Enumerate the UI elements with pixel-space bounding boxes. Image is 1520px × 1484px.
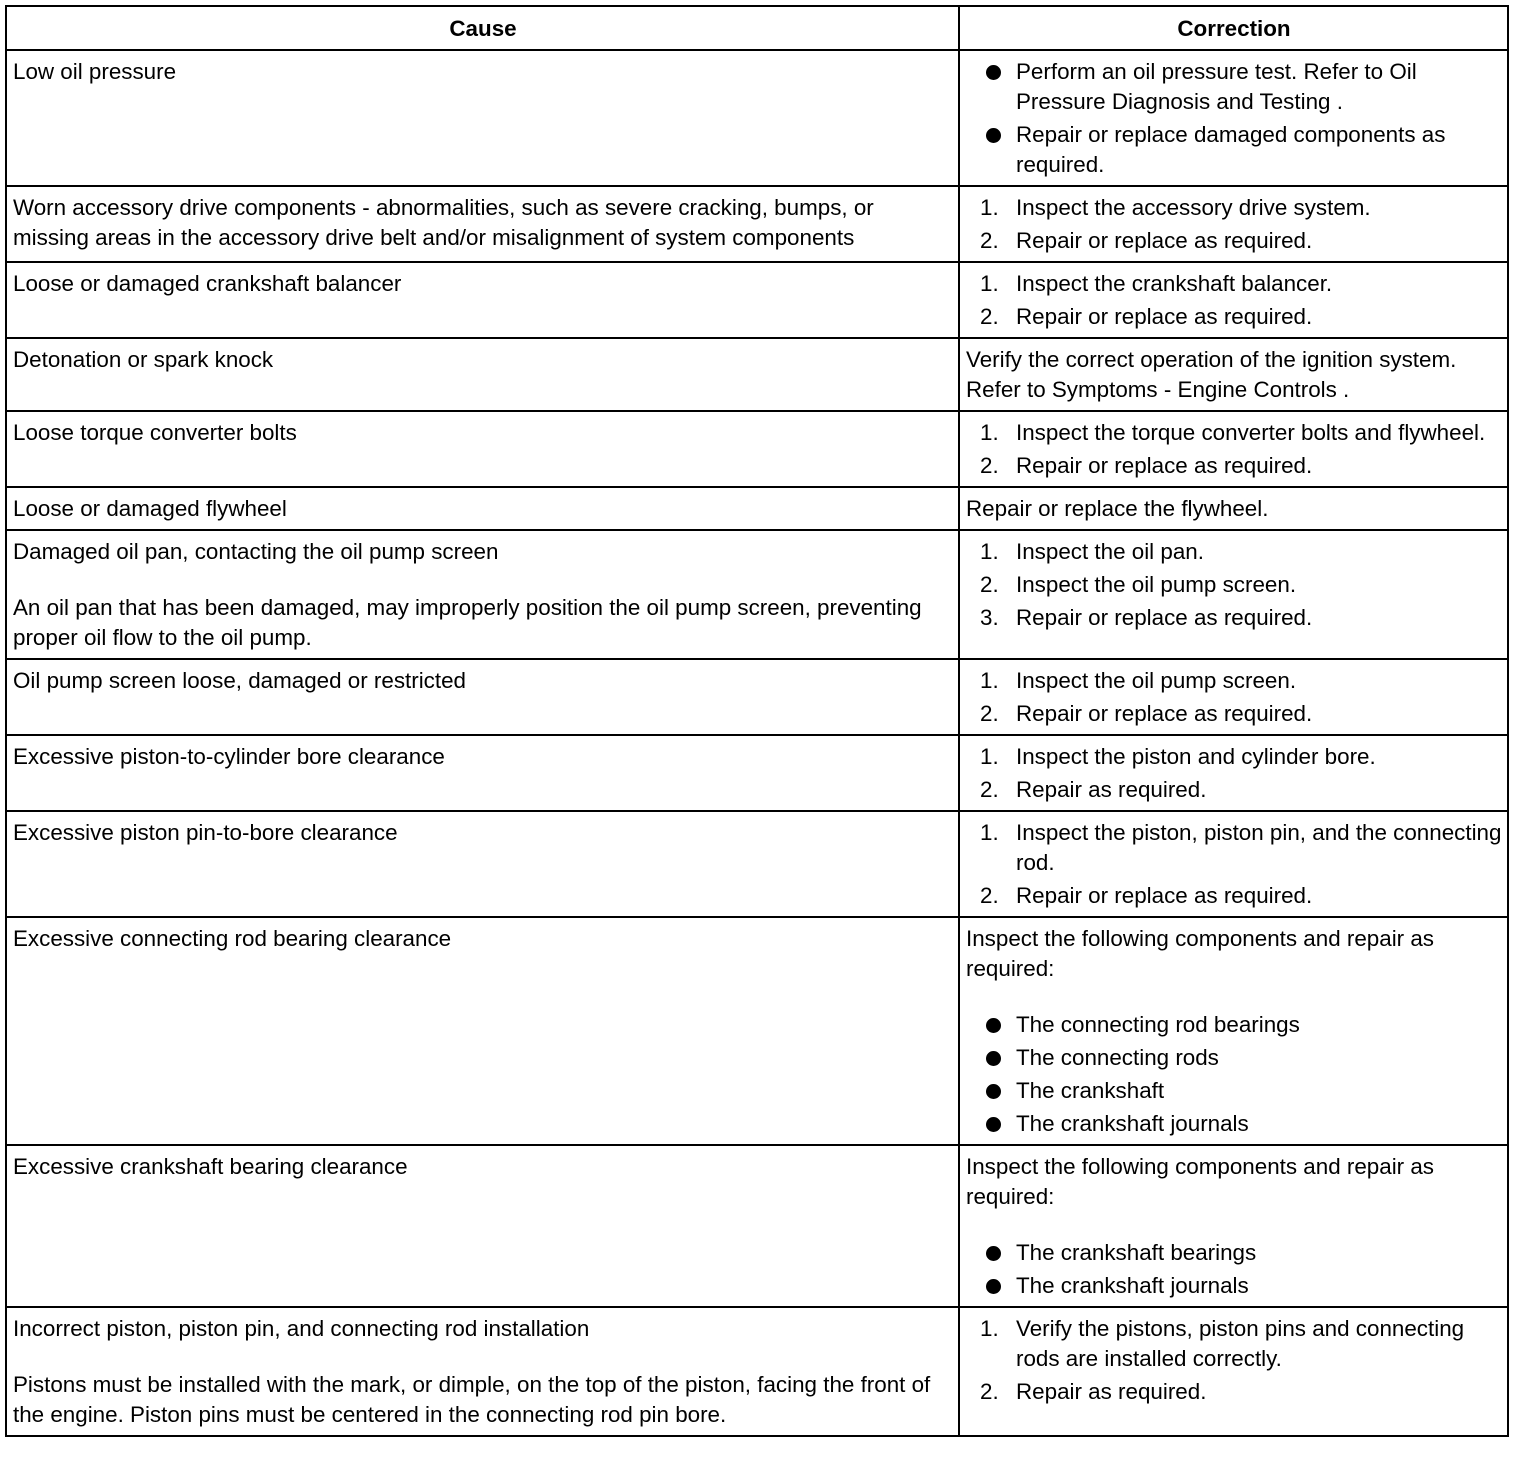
step-item <box>966 418 1502 448</box>
table-row <box>6 659 1508 735</box>
step-text: Inspect the torque converter bolts and flywheel. <box>1016 420 1486 445</box>
cause-cell <box>6 811 959 917</box>
bullet-item: The crankshaft journals <box>966 1271 1502 1301</box>
bullet-item: The crankshaft journals <box>966 1109 1502 1139</box>
table-row <box>6 530 1508 659</box>
numbered-steps <box>966 742 1502 805</box>
table-row <box>6 411 1508 487</box>
step-number: 1. <box>980 1316 999 1341</box>
bullet-list <box>966 57 1502 180</box>
numbered-steps <box>966 193 1502 256</box>
table-row <box>6 735 1508 811</box>
correction-cell <box>959 917 1508 1145</box>
correction-cell <box>959 262 1508 338</box>
step-number: 1. <box>980 744 999 769</box>
cause-text: Detonation or spark knock <box>13 347 274 372</box>
step-number: 2. <box>980 777 999 802</box>
step-item <box>966 881 1502 911</box>
table-row <box>6 262 1508 338</box>
bullet-item: The crankshaft <box>966 1076 1502 1106</box>
correction-cell <box>959 1307 1508 1436</box>
correction-cell <box>959 338 1508 411</box>
bullet-list <box>966 1010 1502 1139</box>
correction-text: Repair or replace the flywheel. <box>966 496 1269 521</box>
cause-text: Worn accessory drive components - abnormalities, such as severe cracking, bumps, or missing areas in the accessory drive belt and/or misalignment of system components <box>13 195 874 250</box>
step-number: 1. <box>980 195 999 220</box>
numbered-steps <box>966 418 1502 481</box>
cause-cell <box>6 1145 959 1307</box>
bullet-item: The crankshaft bearings <box>966 1238 1502 1268</box>
table-header-row <box>6 6 1508 50</box>
cause-cell <box>6 917 959 1145</box>
table-row <box>6 487 1508 530</box>
step-text: Repair as required. <box>1016 1379 1207 1404</box>
step-number: 2. <box>980 883 999 908</box>
cause-text: Loose torque converter bolts <box>13 420 297 445</box>
numbered-steps <box>966 269 1502 332</box>
numbered-steps <box>966 666 1502 729</box>
cause-text: Damaged oil pan, contacting the oil pump screen <box>13 539 499 564</box>
diagnostic-table <box>5 5 1509 1437</box>
table-row <box>6 811 1508 917</box>
correction-cell <box>959 186 1508 262</box>
cause-column-header: Cause <box>6 6 959 50</box>
step-number: 1. <box>980 271 999 296</box>
correction-intro: Inspect the following components and repair as required: <box>966 926 1434 981</box>
cause-cell <box>6 338 959 411</box>
step-number: 2. <box>980 453 999 478</box>
cause-note: An oil pan that has been damaged, may improperly position the oil pump screen, preventing proper oil flow to the oil pump. <box>13 595 922 650</box>
cause-cell <box>6 659 959 735</box>
step-item <box>966 1314 1502 1374</box>
table-row <box>6 1307 1508 1436</box>
cause-cell <box>6 487 959 530</box>
table-row <box>6 1145 1508 1307</box>
step-item <box>966 603 1502 633</box>
step-text: Inspect the oil pan. <box>1016 539 1204 564</box>
cause-text: Excessive connecting rod bearing clearance <box>13 926 452 951</box>
correction-cell <box>959 411 1508 487</box>
bullet-item: Perform an oil pressure test. Refer to Oil Pressure Diagnosis and Testing . <box>966 57 1502 117</box>
step-number: 1. <box>980 420 999 445</box>
cause-text: Excessive piston-to-cylinder bore clearance <box>13 744 445 769</box>
step-item <box>966 302 1502 332</box>
cause-cell <box>6 735 959 811</box>
step-text: Verify the pistons, piston pins and connecting rods are installed correctly. <box>1016 1316 1465 1371</box>
step-text: Inspect the piston and cylinder bore. <box>1016 744 1376 769</box>
cause-text: Low oil pressure <box>13 59 177 84</box>
table-body <box>6 50 1508 1436</box>
numbered-steps <box>966 1314 1502 1407</box>
step-number: 1. <box>980 820 999 845</box>
table-row <box>6 50 1508 186</box>
step-item <box>966 666 1502 696</box>
step-item <box>966 699 1502 729</box>
step-item <box>966 226 1502 256</box>
step-number: 1. <box>980 668 999 693</box>
step-text: Inspect the oil pump screen. <box>1016 668 1297 693</box>
correction-intro: Inspect the following components and repair as required: <box>966 1154 1434 1209</box>
step-number: 2. <box>980 572 999 597</box>
cause-cell <box>6 50 959 186</box>
cause-text: Loose or damaged flywheel <box>13 496 287 521</box>
step-item <box>966 1377 1502 1407</box>
step-text: Repair or replace as required. <box>1016 304 1313 329</box>
step-text: Repair or replace as required. <box>1016 883 1313 908</box>
correction-text: Verify the correct operation of the ignition system. Refer to Symptoms - Engine Controls . <box>966 347 1457 402</box>
cause-text: Oil pump screen loose, damaged or restricted <box>13 668 467 693</box>
step-item <box>966 193 1502 223</box>
step-text: Repair or replace as required. <box>1016 701 1313 726</box>
step-text: Inspect the piston, piston pin, and the connecting rod. <box>1016 820 1502 875</box>
step-item <box>966 269 1502 299</box>
cause-text: Loose or damaged crankshaft balancer <box>13 271 402 296</box>
correction-cell <box>959 811 1508 917</box>
step-item <box>966 451 1502 481</box>
step-item <box>966 818 1502 878</box>
step-number: 3. <box>980 605 999 630</box>
numbered-steps <box>966 818 1502 911</box>
step-text: Inspect the accessory drive system. <box>1016 195 1371 220</box>
step-text: Repair or replace as required. <box>1016 605 1313 630</box>
table-row <box>6 338 1508 411</box>
cause-cell <box>6 186 959 262</box>
cause-text: Excessive crankshaft bearing clearance <box>13 1154 408 1179</box>
table-row <box>6 186 1508 262</box>
bullet-item: The connecting rods <box>966 1043 1502 1073</box>
step-text: Repair or replace as required. <box>1016 453 1313 478</box>
table-row <box>6 917 1508 1145</box>
cause-note: Pistons must be installed with the mark, or dimple, on the top of the piston, facing the front of the engine. Piston pins must be centered in the connecting rod pin bore. <box>13 1372 931 1427</box>
cause-cell <box>6 1307 959 1436</box>
bullet-item: The connecting rod bearings <box>966 1010 1502 1040</box>
cause-text: Incorrect piston, piston pin, and connecting rod installation <box>13 1316 590 1341</box>
step-item <box>966 570 1502 600</box>
step-number: 2. <box>980 701 999 726</box>
step-number: 2. <box>980 228 999 253</box>
step-text: Repair or replace as required. <box>1016 228 1313 253</box>
correction-column-header: Correction <box>959 6 1508 50</box>
cause-cell <box>6 411 959 487</box>
bullet-list <box>966 1238 1502 1301</box>
correction-cell <box>959 487 1508 530</box>
cause-cell <box>6 530 959 659</box>
step-item <box>966 775 1502 805</box>
numbered-steps <box>966 537 1502 633</box>
step-text: Inspect the crankshaft balancer. <box>1016 271 1333 296</box>
step-item <box>966 537 1502 567</box>
step-text: Inspect the oil pump screen. <box>1016 572 1297 597</box>
correction-cell <box>959 50 1508 186</box>
correction-cell <box>959 659 1508 735</box>
step-number: 2. <box>980 304 999 329</box>
bullet-item: Repair or replace damaged components as required. <box>966 120 1502 180</box>
cause-cell <box>6 262 959 338</box>
step-text: Repair as required. <box>1016 777 1207 802</box>
correction-cell <box>959 735 1508 811</box>
step-number: 2. <box>980 1379 999 1404</box>
step-number: 1. <box>980 539 999 564</box>
step-item <box>966 742 1502 772</box>
correction-cell <box>959 530 1508 659</box>
cause-text: Excessive piston pin-to-bore clearance <box>13 820 398 845</box>
correction-cell <box>959 1145 1508 1307</box>
